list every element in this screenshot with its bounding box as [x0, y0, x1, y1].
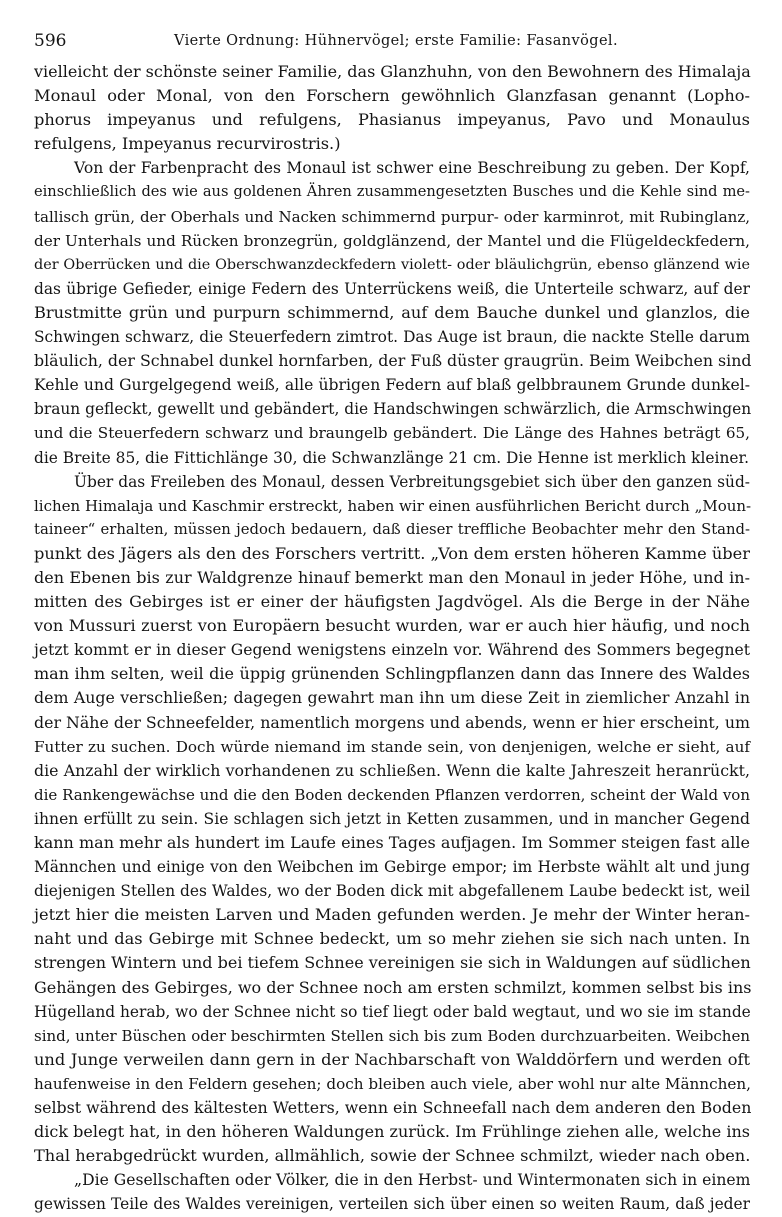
text-line: der Unterhals und Rücken bronzegrün, goldglänzend, der Mantel und die Flügeldeckfedern, [34, 231, 750, 250]
text-line: Brustmitte grün und purpurn schimmernd, auf dem Bauche dunkel und glanzlos, die [34, 302, 750, 322]
text-line: Futter zu suchen. Doch würde niemand im stande sein, von denjenigen, welche er sieht, auf [34, 737, 750, 756]
text-line: dem Auge verschließen; dagegen gewahrt man ihn um diese Zeit in ziemlicher Anzahl in [34, 688, 750, 708]
text-line: dick belegt hat, in den höheren Waldungen zurück. Im Frühlinge ziehen alle, welche ins [34, 1122, 750, 1142]
text-line: jetzt kommt er in dieser Gegend wenigstens einzeln vor. Während des Sommers begegnet [34, 641, 750, 660]
text-line: der Oberrücken und die Oberschwanzdeckfedern violett- oder bläulichgrün, ebenso glänzend wie [34, 256, 750, 273]
paragraph [34, 1168, 750, 1216]
body-text [34, 60, 750, 1217]
text-line: einschließlich des wie aus goldenen Ähren zusammengesetzten Busches und die Kehle sind me- [34, 183, 750, 201]
text-line: ihnen erfüllt zu sein. Sie schlagen sich jetzt in Ketten zusammen, und in mancher Gegend [34, 809, 750, 828]
text-line: Gehängen des Gebirges, wo der Schnee noch am ersten schmilzt, kommen selbst bis ins [34, 977, 752, 997]
text-line: von Mussuri zuerst von Europäern besucht wurden, war er auch hier häufig, und noch [34, 616, 750, 636]
page-number: 596 [34, 31, 67, 51]
text-line: Thal herabgedrückt wurden, allmählich, sowie der Schnee schmilzt, wieder nach oben. [34, 1146, 751, 1166]
text-line: die Breite 85, die Fittichlänge 30, die Schwanzlänge 21 cm. Die Henne ist merklich kleiner. [34, 448, 750, 467]
page-header [34, 30, 750, 54]
text-line: naht und das Gebirge mit Schnee bedeckt, um so mehr ziehen sie sich nach unten. In [34, 929, 750, 949]
text-line: den Ebenen bis zur Waldgrenze hinauf bemerkt man den Monaul in jeder Höhe, und in- [34, 567, 750, 587]
text-line: mitten des Gebirges ist er einer der häufigsten Jagdvögel. Als die Berge in der Nähe [34, 592, 750, 612]
text-line: und die Steuerfedern schwarz und braungelb gebändert. Die Länge des Hahnes beträgt 65, [34, 424, 750, 443]
paragraph [34, 156, 750, 469]
paragraph [34, 60, 750, 156]
text-line: der Nähe der Schneefelder, namentlich morgens und abends, wenn er hier erscheint, um [34, 712, 750, 732]
text-line: gewissen Teile des Waldes vereinigen, verteilen sich über einen so weiten Raum, daß jeder [34, 1195, 750, 1214]
text-line: Kehle und Gurgelgegend weiß, alle übrigen Federn auf blaß gelbbraunem Grunde dunkel- [34, 376, 750, 395]
text-line: die Anzahl der wirklich vorhandenen zu schließen. Wenn die kalte Jahreszeit heranrückt, [34, 760, 750, 780]
text-line: taineer“ erhalten, müssen jedoch bedauern, daß dieser treffliche Beobachter mehr den Stand- [34, 520, 750, 538]
running-title: Vierte Ordnung: Hühnervögel; erste Familie: Fasanvögel. [174, 33, 618, 49]
text-line: haufenweise in den Feldern gesehen; doch bleiben auch viele, aber wohl nur alte Männchen, [34, 1074, 751, 1093]
text-line: vielleicht der schönste seiner Familie, das Glanzhuhn, von den Bewohnern des Himalaja [34, 62, 751, 81]
text-line: jetzt hier die meisten Larven und Maden gefunden werden. Je mehr der Winter heran- [34, 905, 750, 925]
text-line: Monaul oder Monal, von den Forschern gewöhnlich Glanzfasan genannt (Lopho- [34, 86, 750, 106]
text-line: Schwingen schwarz, die Steuerfedern zimtrot. Das Auge ist braun, die nackte Stelle darum [34, 328, 750, 347]
text-line: Über das Freileben des Monaul, dessen Verbreitungsgebiet sich über den ganzen süd- [74, 472, 750, 491]
text-line: braun gefleckt, gewellt und gebändert, die Handschwingen schwärzlich, die Armschwingen [34, 400, 752, 419]
text-line: man ihm selten, weil die üppig grünenden Schlingpflanzen dann das Innere des Waldes [34, 664, 750, 684]
text-line: bläulich, der Schnabel dunkel hornfarben, der Fuß düster graugrün. Beim Weibchen sind [34, 351, 752, 371]
text-line: sind, unter Büschen oder beschirmten Stellen sich bis zum Boden durchzuarbeiten. Weibchen [34, 1026, 750, 1045]
text-line: Von der Farbenpracht des Monaul ist schwer eine Beschreibung zu geben. Der Kopf, [74, 159, 750, 178]
text-line: diejenigen Stellen des Waldes, wo der Boden dick mit abgefallenem Laube bedeckt ist, weil [34, 882, 750, 901]
text-line: die Rankengewächse und die den Boden deckenden Pflanzen verdorren, scheint der Wald von [34, 785, 750, 804]
paragraph [34, 470, 750, 1169]
text-line: lichen Himalaja und Kaschmir erstreckt, haben wir einen ausführlichen Bericht durch „Moun- [34, 496, 752, 515]
text-line: das übrige Gefieder, einige Federn des Unterrückens weiß, die Unterteile schwarz, auf der [34, 279, 750, 298]
text-line: selbst während des kältesten Wetters, wenn ein Schneefall nach dem anderen den Boden [34, 1098, 752, 1118]
text-line: und Junge verweilen dann gern in der Nachbarschaft von Walddörfern und werden oft [34, 1049, 750, 1069]
text-line: punkt des Jägers als den des Forschers vertritt. „Von dem ersten höheren Kamme über [34, 543, 750, 563]
text-line: refulgens, Impeyanus recurvirostris.) [34, 134, 341, 154]
text-line: Männchen und einige von den Weibchen im Gebirge empor; im Herbste wählt alt und jung [34, 858, 750, 877]
text-line: Hügelland herab, wo der Schnee nicht so tief liegt oder bald wegtaut, und wo sie im stande [34, 1002, 751, 1021]
text-line: „Die Gesellschaften oder Völker, die in den Herbst- und Wintermonaten sich in einem [74, 1171, 751, 1190]
text-line: phorus impeyanus und refulgens, Phasianus impeyanus, Pavo und Monaulus [34, 110, 750, 130]
text-line: strengen Wintern und bei tiefem Schnee vereinigen sie sich in Waldungen auf südlichen [34, 953, 751, 973]
text-line: tallisch grün, der Oberhals und Nacken schimmernd purpur- oder karminrot, mit Rubinglanz, [34, 207, 750, 226]
text-line: kann man mehr als hundert im Laufe eines Tages aufjagen. Im Sommer steigen fast alle [34, 833, 750, 852]
